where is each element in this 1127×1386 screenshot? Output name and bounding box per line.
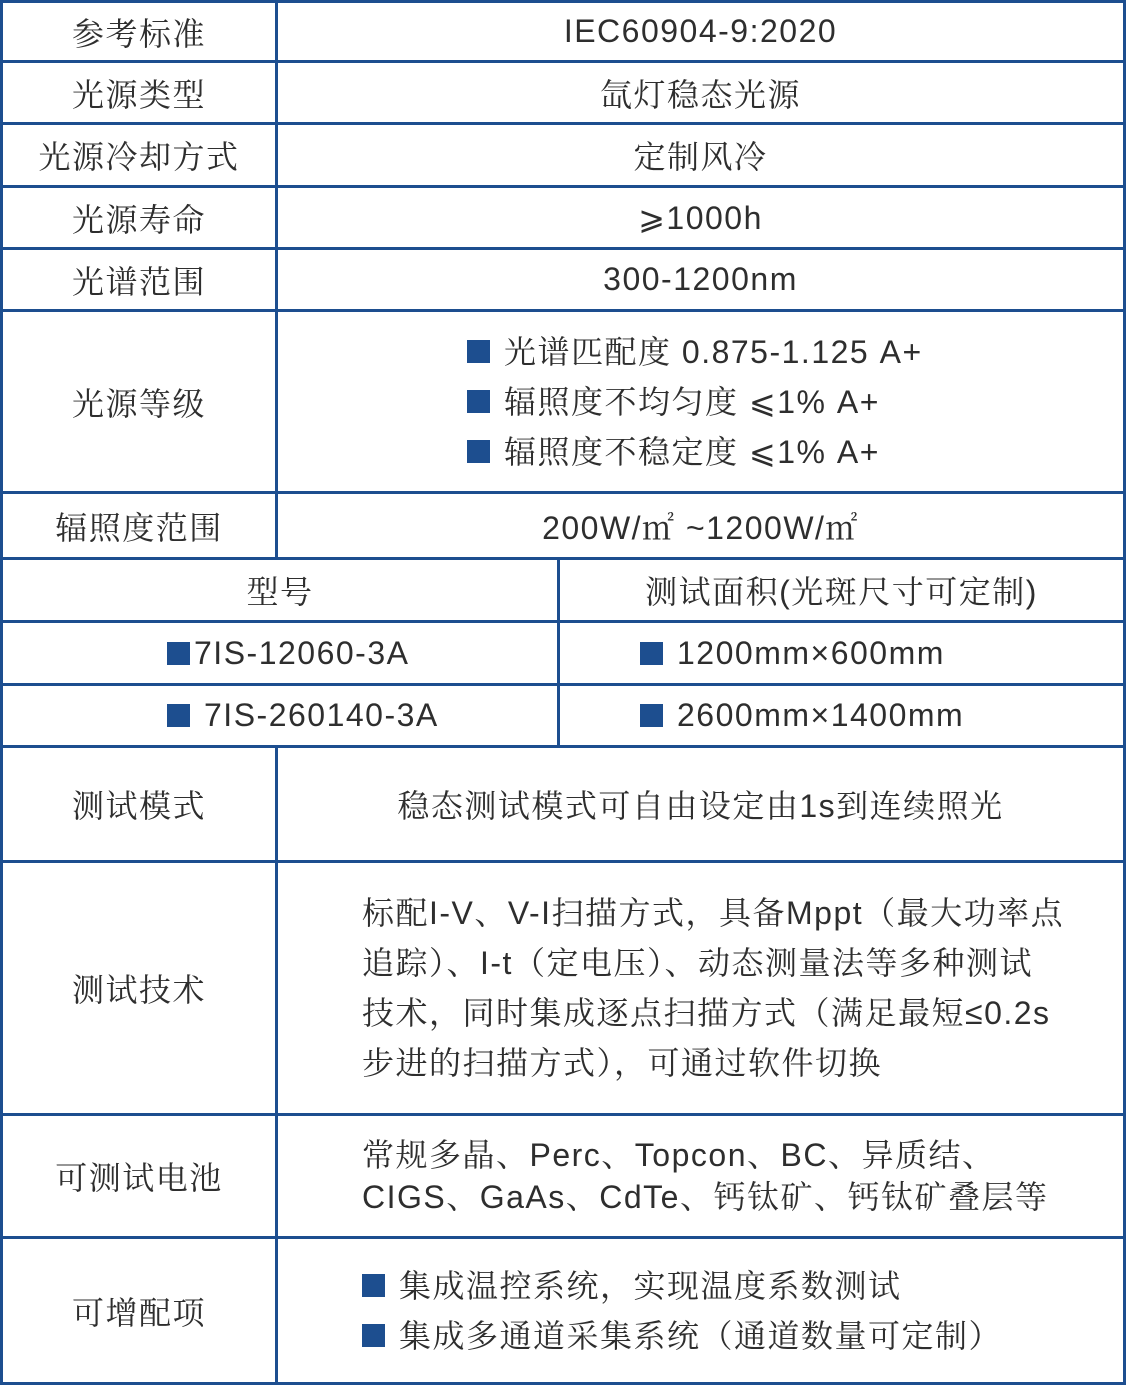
cells-paragraph <box>362 1134 1048 1218</box>
value-cell-test-mode <box>278 748 1126 863</box>
label-cell-spectral-range <box>3 250 278 312</box>
model-name: 7IS-12060-3A <box>194 634 410 671</box>
list-item <box>467 427 923 477</box>
row-value: 稳态测试模式可自由设定由1s到连续照光 <box>397 788 1004 824</box>
list-item <box>467 327 923 377</box>
list-item-text: 集成温控系统，实现温度系数测试 <box>399 1267 902 1304</box>
bullet-square-icon <box>467 390 490 413</box>
bullet-square-icon <box>467 440 490 463</box>
bullet-square-icon <box>167 704 190 727</box>
row-label: 可增配项 <box>71 1294 206 1331</box>
row-value: 氙灯稳态光源 <box>599 76 801 113</box>
label-cell-optional-items <box>3 1239 278 1385</box>
paragraph-line: 追踪）、I-t（定电压）、动态测量法等多种测试 <box>362 945 1033 981</box>
model-cell <box>3 623 560 686</box>
list-item <box>467 377 923 427</box>
bullet-square-icon <box>167 642 190 665</box>
area-cell <box>560 686 1126 748</box>
value-cell-irradiance-range <box>278 494 1126 560</box>
list-item-text: 集成多通道采集系统（通道数量可定制） <box>399 1317 1003 1354</box>
row-label: 光源冷却方式 <box>38 139 240 175</box>
list-item-text: 光谱匹配度 0.875-1.125 A+ <box>504 333 923 370</box>
label-cell-test-technique <box>3 863 278 1116</box>
value-cell-cooling <box>278 125 1126 188</box>
area-value: 1200mm×600mm <box>677 634 945 671</box>
value-cell-optional-items <box>278 1239 1126 1385</box>
label-cell-source-type <box>3 63 278 125</box>
value-cell-source-class <box>278 312 1126 494</box>
model-name: 7IS-260140-3A <box>204 697 439 733</box>
area-value: 2600mm×1400mm <box>677 697 965 733</box>
model-header-cell <box>3 560 560 623</box>
paragraph-line: 步进的扫描方式），可通过软件切换 <box>362 1045 883 1081</box>
row-label: 可测试电池 <box>55 1160 223 1196</box>
area-header-cell <box>560 560 1126 623</box>
row-label: 光源等级 <box>71 385 206 422</box>
list-item <box>362 1311 1002 1361</box>
row-label: 光谱范围 <box>71 263 206 300</box>
bullet-square-icon <box>640 642 663 665</box>
row-label: 测试技术 <box>71 972 206 1008</box>
bullet-square-icon <box>362 1274 385 1297</box>
technique-paragraph <box>362 888 1064 1088</box>
list-item-text: 辐照度不稳定度 ⩽1% A+ <box>504 433 880 470</box>
row-value: 300-1200nm <box>603 261 798 297</box>
label-cell-test-mode <box>3 748 278 863</box>
row-value: 定制风冷 <box>633 139 768 175</box>
label-cell-standard <box>3 3 278 63</box>
row-value: ⩾1000h <box>638 199 763 236</box>
paragraph-line: 技术，同时集成逐点扫描方式（满足最短≤0.2s <box>362 995 1051 1031</box>
label-cell-testable-cells <box>3 1116 278 1239</box>
bullet-square-icon <box>640 704 663 727</box>
row-label: 参考标准 <box>71 15 206 52</box>
area-cell <box>560 623 1126 686</box>
value-cell-test-technique <box>278 863 1126 1116</box>
row-value: 200W/㎡ ~1200W/㎡ <box>542 509 859 546</box>
model-header: 型号 <box>246 574 314 610</box>
label-cell-irradiance-range <box>3 494 278 560</box>
bullet-square-icon <box>362 1324 385 1347</box>
list-item-text: 辐照度不均匀度 ⩽1% A+ <box>504 383 880 420</box>
area-header: 测试面积(光斑尺寸可定制) <box>645 574 1038 610</box>
bullet-square-icon <box>467 340 490 363</box>
label-cell-lifetime <box>3 188 278 250</box>
label-cell-cooling <box>3 125 278 188</box>
class-list <box>467 327 923 477</box>
row-value: IEC60904-9:2020 <box>563 13 838 49</box>
model-cell <box>3 686 560 748</box>
value-cell-standard <box>278 3 1126 63</box>
row-label: 辐照度范围 <box>55 509 223 546</box>
value-cell-lifetime <box>278 188 1126 250</box>
row-label: 光源类型 <box>71 76 206 113</box>
list-item <box>362 1261 1002 1311</box>
paragraph-line: 标配I-V、V-I扫描方式，具备Mppt（最大功率点 <box>362 895 1065 931</box>
paragraph-line: CIGS、GaAs、CdTe、钙钛矿、钙钛矿叠层等 <box>362 1179 1049 1215</box>
paragraph-line: 常规多晶、Perc、Topcon、BC、异质结、 <box>362 1137 996 1173</box>
row-label: 光源寿命 <box>71 201 206 238</box>
value-cell-source-type <box>278 63 1126 125</box>
value-cell-spectral-range <box>278 250 1126 312</box>
value-cell-testable-cells <box>278 1116 1126 1239</box>
options-list <box>362 1261 1002 1361</box>
row-label: 测试模式 <box>71 788 206 824</box>
label-cell-source-class <box>3 312 278 494</box>
